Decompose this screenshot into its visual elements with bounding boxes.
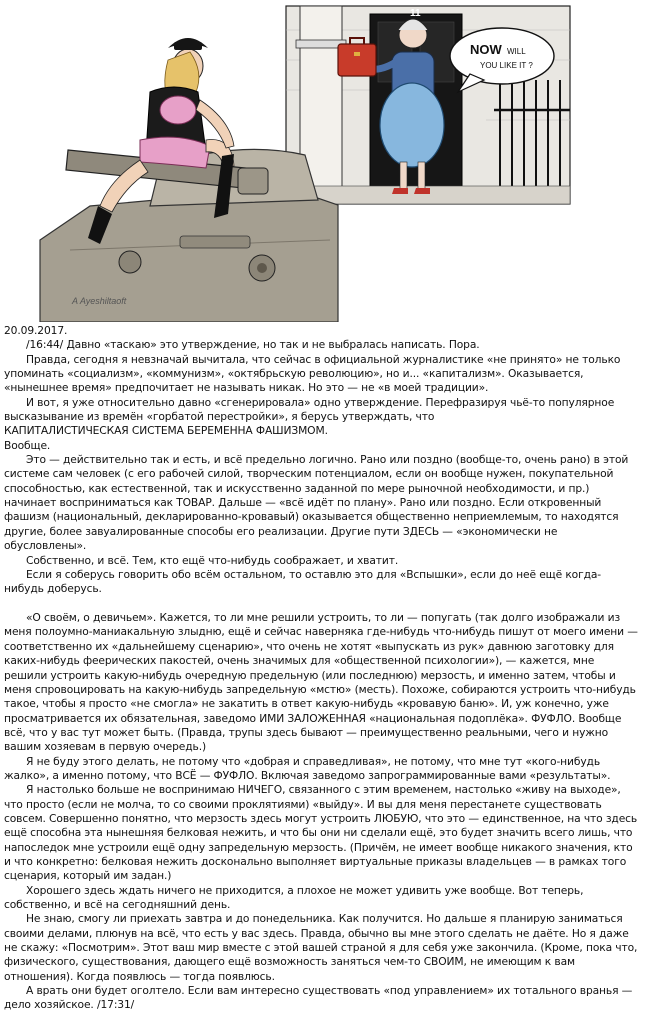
speech-now: NOW bbox=[470, 42, 502, 57]
paragraph-8: Я не буду этого делать, не потому что «добрая и справедливая», не потому, что мне тут «кого-нибудь жалко», а именно потому, что ВСЁ — ФУФЛО. Включая заведомо запрограммированные вами «результаты». bbox=[4, 754, 611, 782]
thesis-line: КАПИТАЛИСТИЧЕСКАЯ СИСТЕМА БЕРЕМЕННА ФАШИЗМОМ. bbox=[4, 424, 328, 438]
paragraph-vobshche: Вообще. bbox=[4, 438, 51, 452]
speech-like-it: YOU LIKE IT ? bbox=[480, 61, 533, 70]
paragraph-12: А врать они будет оголтело. Если вам интересно существовать «под управлением» их тотального вранья — дело хозяйское. /17:31/ bbox=[4, 984, 633, 1012]
speech-will: WILL bbox=[507, 47, 526, 56]
paragraph-5: Собственно, и всё. Тем, кто ещё что-нибудь соображает, и хватит. bbox=[26, 553, 399, 567]
cartoon-svg bbox=[0, 0, 645, 322]
paragraph-7: «О своём, о девичьем». Кажется, то ли мне решили устроить, то ли — попугать (так долго изображали из меня полоумно-маниакальную злыдню, ещё и сейчас наверняка где-нибудь что-нибудь пишут от моего имени — соответственно их «дальнейшему сценарию», что очень не хотят «выпускать из рук» давнюю заготовку для каких-нибудь феерических пакостей, очень значимых для «общественной психологии»), — кажется, мне решили устроить какую-нибудь очередную предельную (или последнюю) мерзость, и именно затем, чтобы и меня спровоцировать на какую-нибудь запредельную «мстю» (месть). Похоже, собираются устроить что-нибудь такое, чтобы я просто «не смогла» не закатить в ответ какую-нибудь «кровавую баню». И, уж конечно, уже просматривается их обязательная, заведомо ИМИ ЗАЛОЖЕННАЯ «национальная подоплёка». ФУФЛО. Вообще всё, что у вас тут может быть. (Правда, трупы здесь бывают — преимущественно реальными, чего и нужно вашим хозяевам в первую очередь.) bbox=[4, 611, 638, 754]
artist-signature: A Ayeshiltaoft bbox=[72, 296, 127, 306]
post-date: 20.09.2017. bbox=[4, 324, 68, 337]
downing-street-panel bbox=[286, 6, 570, 204]
paragraph-4: Это — действительно так и есть, и всё предельно логично. Рано или поздно (вообще-то, очень рано) в этой системе сам человек (с его рабочей силой, творческим потенциалом, если он вообще нужен, покупательной способностью, как естественной, так и искусственно заданной по мере рыночной необходимости, и пр.) начинает восприниматься как ТОВАР. Дальше — «всё идёт по плану». Рано или поздно. Если откровенный фашизм (национальный, декларированно-кровавый) оказывается общественно неприемлемым, то находятся другие, более завуалированные способы его реализации. Другие пути ЗДЕСЬ — «экономически не обусловлены». bbox=[4, 453, 629, 553]
paragraph-6: Если я соберусь говорить обо всём остальном, то оставлю это для «Вспышки», если до неё ещё когда-нибудь доберусь. bbox=[4, 567, 602, 596]
paragraph-1: /16:44/ Давно «таскаю» это утверждение, но так и не выбралась написать. Пора. bbox=[26, 338, 480, 352]
paragraph-2: Правда, сегодня я невзначай вычитала, что сейчас в официальной журналистике «не принято» не только упоминать «социализм», «коммунизм», «октябрьскую революцию», но и... «капитализм». Оказывается, «нынешнее время» предпочитает не называть никак. Но это — не «в моей традиции». bbox=[4, 352, 621, 395]
door-number: 11 bbox=[410, 8, 421, 19]
article-body bbox=[4, 324, 640, 1013]
paragraph-3: И вот, я уже относительно давно «сгенерировала» одно утверждение. Перефразируя чьё-то популярное высказывание из времён «горбатой перестройки», я берусь утверждать, что bbox=[4, 395, 615, 424]
paragraph-11: Не знаю, смогу ли приехать завтра и до понедельника. Как получится. Но дальше я планирую заниматься своими делами, плюнув на всё, что есть у вас здесь. Правда, обычно вы мне этого сделать не даёте. Но я даже не скажу: «Посмотрим». Этот ваш мир вместе с этой вашей страной я для себя уже закончила. (Кроме, пока что, физического, существования, дающего ещё возможность заняться чем-то СВОИМ, не имеющим к вам отношения). Когда появлюсь — тогда появлюсь. bbox=[4, 912, 638, 983]
cartoon-illustration bbox=[0, 0, 645, 322]
red-briefcase bbox=[338, 38, 376, 76]
paragraph-9: Я настолько больше не воспринимаю НИЧЕГО, связанного с этим временем, настолько «живу на выходе», что просто (если не молча, то со своими проклятиями) «выйду». И вы для меня перестанете существовать совсем. Совершенно понятно, что мерзость здесь могут устроить ЛЮБУЮ, что это — единственное, на что здесь ещё способна эта нынешняя белковая нежить, и что бы они ни сделали ещё, это будет значить всего лишь, что напоследок мне устроили ещё одну запредельную мерзость. (Причём, не имеет вообще никакого значения, кто и что конкретно: белковая нежить досконально выполняет виртуальные приказы владельцев — в рамках того сценария, который им задан.) bbox=[4, 783, 638, 883]
paragraph-10: Хорошего здесь ждать ничего не приходится, а плохое не может удивить уже вообще. Вот теперь, собственно, и всё на сегодняшний день. bbox=[4, 883, 584, 911]
